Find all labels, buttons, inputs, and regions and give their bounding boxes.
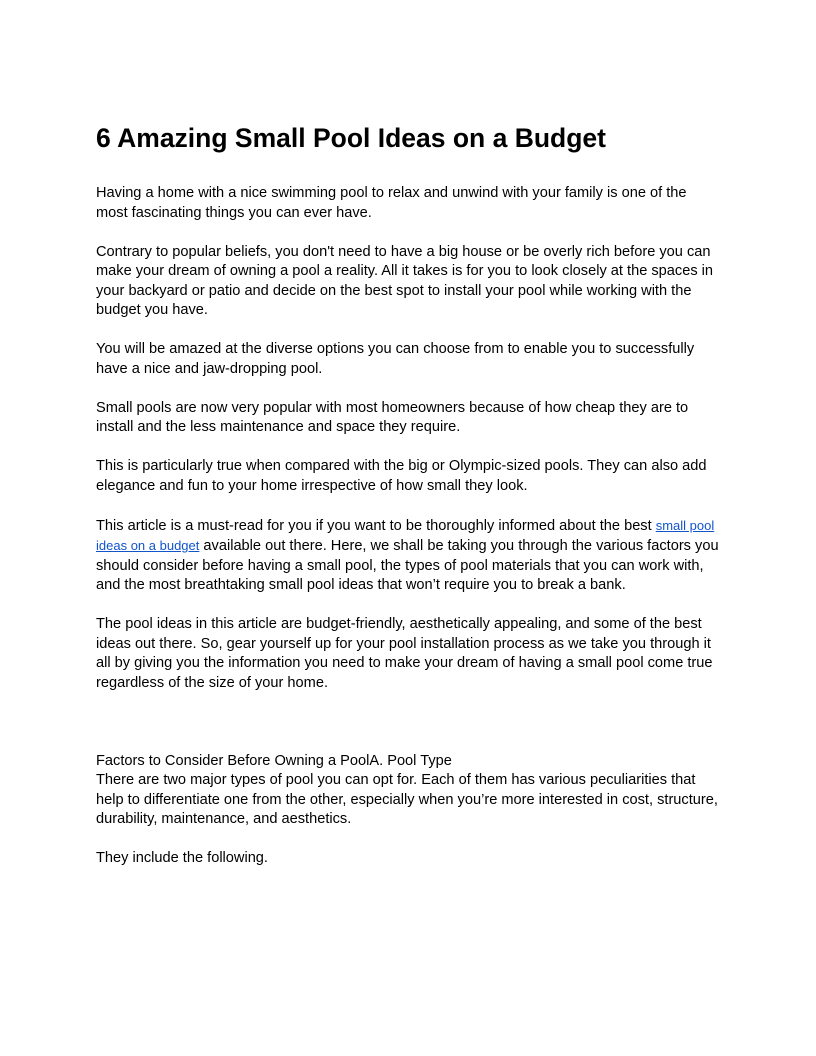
paragraph-popularity: Small pools are now very popular with most homeowners because of how cheap they are to install and the less maintenance and space they require.	[96, 399, 689, 435]
link-paragraph-after: available out there. Here, we shall be taking you through the various factors you should consider before having a small pool, the types of pool materials that you can work with, and the most breathtaking small pool ideas that won’t require you to break a bank.	[96, 538, 719, 593]
paragraph-options: You will be amazed at the diverse options you can choose from to enable you to successfully have a nice and jaw-dropping pool.	[96, 341, 695, 377]
paragraph-article-intro	[96, 516, 722, 596]
paragraph-closing: The pool ideas in this article are budget-friendly, aesthetically appealing, and some of the best ideas out there. So, gear yourself up for your pool installation process as we take you through it all by giving you the information you need to make your dream of having a small pool come true regardless of the size of your home.	[96, 616, 713, 691]
small-pool-ideas-link[interactable]: small pool ideas on a budget	[96, 517, 715, 553]
document-title: 6 Amazing Small Pool Ideas on a Budget	[96, 123, 606, 153]
paragraph-intro: Having a home with a nice swimming pool to relax and unwind with your family is one of the most fascinating things you can ever have.	[96, 185, 687, 221]
link-paragraph-before: This article is a must-read for you if you want to be thoroughly informed about the best	[96, 517, 656, 534]
section-heading: Factors to Consider Before Owning a PoolA. Pool Type	[96, 752, 452, 769]
paragraph-pool-types: There are two major types of pool you can opt for. Each of them has various peculiarities that help to differentiate one from the other, especially when you’re more interested in cost, structure, durability, maintenance, and aesthetics.	[96, 772, 718, 827]
paragraph-comparison: This is particularly true when compared with the big or Olympic-sized pools. They can also add elegance and fun to your home irrespective of how small they look.	[96, 458, 707, 494]
document-body	[96, 118, 722, 869]
paragraph-beliefs: Contrary to popular beliefs, you don't need to have a big house or be overly rich before you can make your dream of owning a pool a reality. All it takes is for you to look closely at the spaces in your backyard or patio and decide on the best spot to install your pool while working with the budget you have.	[96, 243, 714, 318]
paragraph-list-intro: They include the following.	[96, 850, 268, 866]
